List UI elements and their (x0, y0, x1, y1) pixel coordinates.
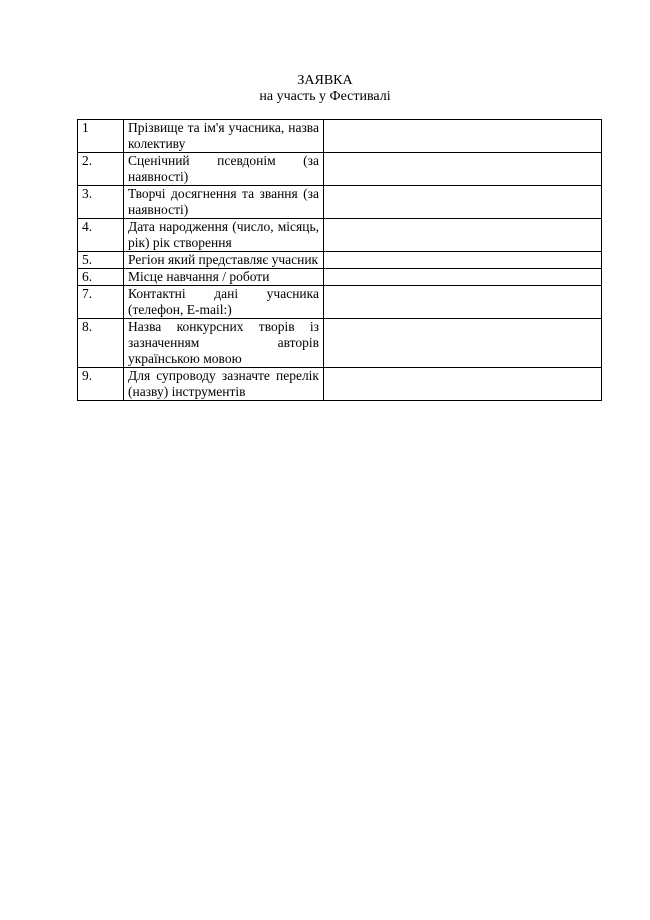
row-value-field[interactable] (324, 286, 602, 319)
document-subtitle: на участь у Фестивалі (259, 89, 391, 104)
row-value-field[interactable] (324, 153, 602, 186)
table-row (78, 286, 602, 319)
application-form-table (77, 119, 602, 401)
row-number: 5. (78, 252, 124, 269)
row-number: 2. (78, 153, 124, 186)
row-label: Сценічний псевдонім (за наявності) (124, 153, 324, 186)
row-value-field[interactable] (324, 252, 602, 269)
row-label: Назва конкурсних творів із зазначенням авторів українською мовою (124, 319, 324, 368)
row-number: 1 (78, 120, 124, 153)
row-value-field[interactable] (324, 319, 602, 368)
table-row (78, 319, 602, 368)
table-row (78, 153, 602, 186)
table-row (78, 252, 602, 269)
table-row (78, 219, 602, 252)
row-number: 9. (78, 368, 124, 401)
row-value-field[interactable] (324, 269, 602, 286)
row-value-field[interactable] (324, 120, 602, 153)
document-title: ЗАЯВКА (297, 73, 353, 88)
row-number: 3. (78, 186, 124, 219)
row-label: Для супроводу зазначте перелік (назву) інструментів (124, 368, 324, 401)
row-number: 6. (78, 269, 124, 286)
row-value-field[interactable] (324, 368, 602, 401)
row-label: Творчі досягнення та звання (за наявності) (124, 186, 324, 219)
row-label: Дата народження (число, місяць, рік) рік створення (124, 219, 324, 252)
row-label: Контактні дані учасника (телефон, E-mail:) (124, 286, 324, 319)
row-value-field[interactable] (324, 219, 602, 252)
table-row (78, 368, 602, 401)
row-label: Місце навчання / роботи (124, 269, 324, 286)
row-label: Регіон який представляє учасник (124, 252, 324, 269)
row-label: Прізвище та ім'я учасника, назва колективу (124, 120, 324, 153)
table-row (78, 120, 602, 153)
row-number: 7. (78, 286, 124, 319)
table-row (78, 186, 602, 219)
table-row (78, 269, 602, 286)
row-number: 4. (78, 219, 124, 252)
row-number: 8. (78, 319, 124, 368)
row-value-field[interactable] (324, 186, 602, 219)
